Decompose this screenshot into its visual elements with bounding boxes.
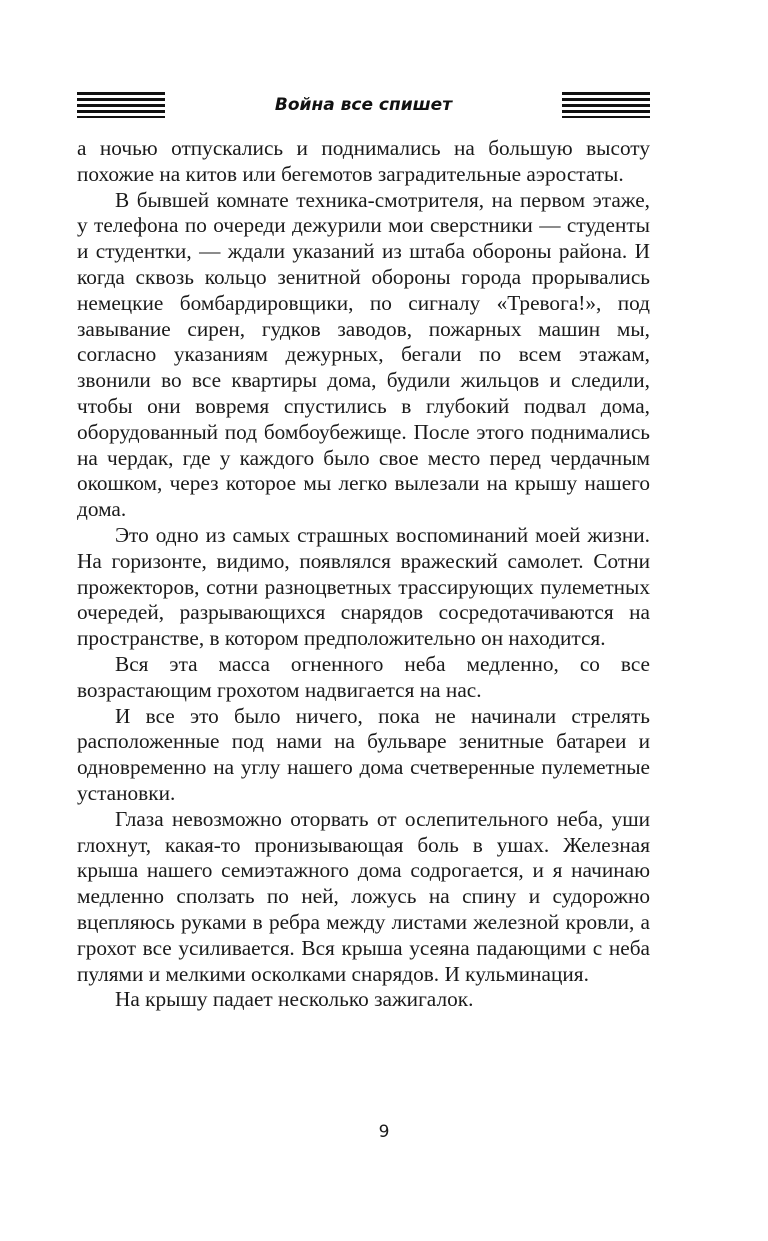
- paragraph: Это одно из самых страшных воспоминаний моей жизни. На горизонте, видимо, появлялся вражеский самолет. Сотни прожекторов, сотни разноцветных трассирующих пулеметных очередей, разрывающихся снарядов сосредотачиваются на пространстве, в котором предположительно он находится.: [77, 522, 650, 651]
- page-number: 9: [378, 1122, 390, 1142]
- header-rule-left: [77, 92, 165, 118]
- paragraph: На крышу падает несколько зажигалок.: [115, 987, 474, 1012]
- paragraph: И все это было ничего, пока не начинали стрелять расположенные под нами на бульваре зенитные батареи и одновременно на углу нашего дома счетверенные пулеметные установки.: [77, 703, 650, 805]
- paragraph: В бывшей комнате техника-смотрителя, на первом этаже, у телефона по очереди дежурили мои сверстники — студенты и студентки, — ждали указаний из штаба обороны района. И когда сквозь кольцо зенитной обороны города прорывались немецкие бомбардировщики, по сигналу «Тревога!», под завывание сирен, гудков заводов, пожарных машин мы, согласно указаниям дежурных, бегали по всем этажам, звонили во все квартиры дома, будили жильцов и следили, чтобы они вовремя спустились в глубокий подвал дома, оборудованный под бомбоубежище. После этого поднимались на чердак, где у каждого было свое место перед чердачным окошком, через которое мы легко вылезали на крышу нашего дома.: [77, 187, 650, 522]
- paragraph: Вся эта масса огненного неба медленно, со все возрастающим грохотом надвигается на нас.: [77, 651, 650, 702]
- running-header: [77, 92, 650, 120]
- running-title: Война все спишет: [274, 95, 453, 115]
- paragraph-continued: а ночью отпускались и поднимались на большую высоту похожие на китов или бегемотов заградительные аэростаты.: [77, 136, 650, 186]
- page-body: [77, 136, 650, 1013]
- paragraph: Глаза невозможно оторвать от ослепительного неба, уши глохнут, какая-то пронизывающая боль в ушах. Железная крыша нашего семиэтажного дома содрогается, и я начинаю медленно сползать по ней, ложусь на спину и судорожно вцепляюсь руками в ребра между листами железной кровли, а грохот все усиливается. Вся крыша усеяна падающими с неба пулями и мелкими осколками снарядов. И кульминация.: [77, 806, 650, 986]
- header-rule-right: [562, 92, 650, 118]
